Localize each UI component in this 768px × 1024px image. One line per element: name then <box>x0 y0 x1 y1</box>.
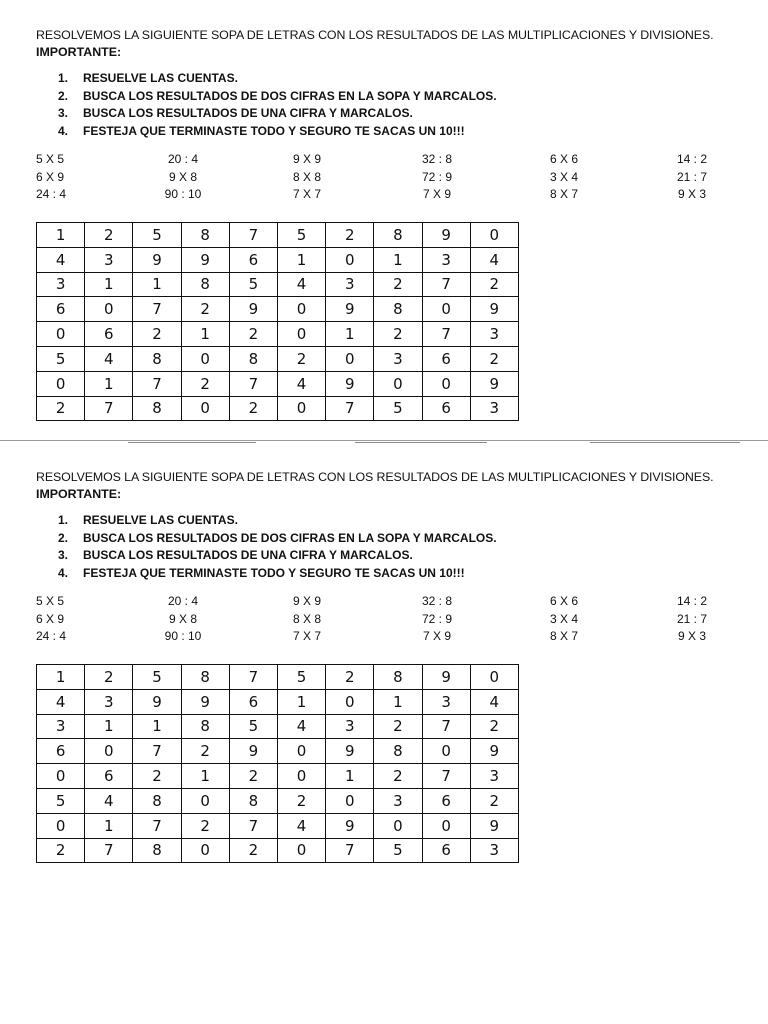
operation: 6 X 9 <box>36 611 65 626</box>
grid-cell[interactable]: 4 <box>37 247 85 272</box>
grid-row <box>37 272 519 297</box>
grid-cell[interactable]: 7 <box>229 223 277 248</box>
step-number: 4. <box>58 565 69 580</box>
grid-cell[interactable]: 2 <box>470 346 518 371</box>
grid-cell[interactable]: 2 <box>470 272 518 297</box>
grid-cell[interactable]: 7 <box>133 813 181 838</box>
grid-cell[interactable]: 7 <box>326 838 374 863</box>
grid-row <box>37 714 519 739</box>
grid-cell[interactable]: 1 <box>374 247 422 272</box>
grid-cell[interactable]: 0 <box>37 813 85 838</box>
divider-segment <box>590 442 740 443</box>
grid-cell[interactable]: 1 <box>326 764 374 789</box>
operation: 72 : 9 <box>421 169 453 184</box>
grid-cell[interactable]: 8 <box>133 788 181 813</box>
grid-cell[interactable]: 1 <box>326 322 374 347</box>
grid-cell[interactable]: 9 <box>470 297 518 322</box>
grid-cell[interactable]: 9 <box>181 247 229 272</box>
grid-row <box>37 689 519 714</box>
word-search-grid <box>36 664 519 863</box>
grid-cell[interactable]: 2 <box>374 322 422 347</box>
step-item <box>58 70 497 88</box>
grid-cell[interactable]: 3 <box>470 322 518 347</box>
operation: 72 : 9 <box>421 611 453 626</box>
operation: 5 X 5 <box>36 594 65 608</box>
step-item <box>58 123 497 141</box>
grid-cell[interactable]: 2 <box>85 223 133 248</box>
grid-row <box>37 396 519 421</box>
grid-cell[interactable]: 3 <box>37 714 85 739</box>
grid-cell[interactable]: 5 <box>37 788 85 813</box>
operation: 3 X 4 <box>549 611 579 626</box>
grid-cell[interactable]: 6 <box>85 322 133 347</box>
operation: 9 X 9 <box>292 152 322 166</box>
grid-row <box>37 764 519 789</box>
grid-cell[interactable]: 0 <box>374 813 422 838</box>
grid-cell[interactable]: 3 <box>37 272 85 297</box>
grid-cell[interactable]: 0 <box>326 689 374 714</box>
grid-cell[interactable]: 6 <box>37 739 85 764</box>
step-number: 4. <box>58 123 69 138</box>
grid-cell[interactable]: 2 <box>326 223 374 248</box>
step-number: 1. <box>58 513 69 527</box>
grid-cell[interactable]: 0 <box>37 764 85 789</box>
grid-cell[interactable]: 3 <box>374 788 422 813</box>
grid-cell[interactable]: 3 <box>470 396 518 421</box>
grid-cell[interactable]: 2 <box>133 322 181 347</box>
grid-cell[interactable]: 1 <box>277 689 325 714</box>
grid-cell[interactable]: 1 <box>85 714 133 739</box>
grid-cell[interactable]: 5 <box>277 665 325 690</box>
grid-cell[interactable]: 6 <box>229 689 277 714</box>
grid-cell[interactable]: 8 <box>133 838 181 863</box>
grid-cell[interactable]: 3 <box>326 272 374 297</box>
operation: 90 : 10 <box>164 187 202 201</box>
grid-cell[interactable]: 3 <box>85 247 133 272</box>
grid-cell[interactable]: 7 <box>422 322 470 347</box>
step-item <box>58 105 497 123</box>
instructions-title: RESOLVEMOS LA SIGUIENTE SOPA DE LETRAS CON LOS RESULTADOS DE LAS MULTIPLICACIONES Y DIVISIONES. <box>36 28 714 42</box>
operation: 21 : 7 <box>676 611 708 626</box>
grid-row <box>37 788 519 813</box>
grid-cell[interactable]: 9 <box>326 739 374 764</box>
divider-segment <box>128 442 256 443</box>
grid-cell[interactable]: 3 <box>85 689 133 714</box>
grid-row <box>37 297 519 322</box>
operation: 7 X 9 <box>422 629 452 643</box>
step-text: BUSCA LOS RESULTADOS DE UNA CIFRA Y MARCALOS. <box>83 548 413 562</box>
step-number: 1. <box>58 71 69 85</box>
grid-cell[interactable]: 0 <box>37 322 85 347</box>
grid-cell[interactable]: 4 <box>277 813 325 838</box>
grid-cell[interactable]: 7 <box>85 396 133 421</box>
operation: 24 : 4 <box>36 629 67 643</box>
grid-row <box>37 739 519 764</box>
grid-cell[interactable]: 4 <box>85 346 133 371</box>
grid-cell[interactable]: 0 <box>37 371 85 396</box>
grid-cell[interactable]: 1 <box>181 764 229 789</box>
operation: 9 X 8 <box>168 169 198 184</box>
step-number: 2. <box>58 530 69 545</box>
grid-cell[interactable]: 9 <box>422 665 470 690</box>
grid-cell[interactable]: 2 <box>181 739 229 764</box>
grid-cell[interactable]: 5 <box>133 223 181 248</box>
steps-list <box>58 512 497 582</box>
grid-cell[interactable]: 0 <box>277 739 325 764</box>
grid-cell[interactable]: 4 <box>85 788 133 813</box>
grid-cell[interactable]: 8 <box>133 346 181 371</box>
grid-cell[interactable]: 5 <box>229 714 277 739</box>
grid-row <box>37 346 519 371</box>
grid-cell[interactable]: 0 <box>422 371 470 396</box>
grid-row <box>37 813 519 838</box>
grid-cell[interactable]: 2 <box>229 396 277 421</box>
grid-cell[interactable]: 9 <box>326 813 374 838</box>
operation: 9 X 9 <box>292 594 322 608</box>
grid-cell[interactable]: 1 <box>37 665 85 690</box>
grid-cell[interactable]: 8 <box>374 739 422 764</box>
grid-cell[interactable]: 7 <box>422 272 470 297</box>
grid-cell[interactable]: 5 <box>229 272 277 297</box>
grid-cell[interactable]: 2 <box>85 665 133 690</box>
operation: 20 : 4 <box>167 594 199 608</box>
grid-cell[interactable]: 1 <box>37 223 85 248</box>
step-number: 3. <box>58 106 69 120</box>
step-text: BUSCA LOS RESULTADOS DE UNA CIFRA Y MARCALOS. <box>83 106 413 120</box>
grid-cell[interactable]: 8 <box>181 665 229 690</box>
operation: 8 X 8 <box>292 611 322 626</box>
operation: 7 X 7 <box>292 629 322 643</box>
grid-cell[interactable]: 0 <box>422 813 470 838</box>
grid-cell[interactable]: 6 <box>422 788 470 813</box>
grid-cell[interactable]: 2 <box>229 838 277 863</box>
grid-cell[interactable]: 6 <box>422 838 470 863</box>
grid-cell[interactable]: 4 <box>470 689 518 714</box>
operation: 3 X 4 <box>549 169 579 184</box>
operation: 14 : 2 <box>676 594 708 608</box>
operations-block <box>0 593 768 647</box>
step-item <box>58 565 497 583</box>
grid-cell[interactable]: 9 <box>133 247 181 272</box>
grid-cell[interactable]: 2 <box>277 346 325 371</box>
grid-cell[interactable]: 1 <box>85 371 133 396</box>
grid-cell[interactable]: 0 <box>85 297 133 322</box>
grid-cell[interactable]: 6 <box>422 396 470 421</box>
grid-row <box>37 223 519 248</box>
grid-cell[interactable]: 2 <box>37 838 85 863</box>
operation: 24 : 4 <box>36 187 67 201</box>
operation: 14 : 2 <box>676 152 708 166</box>
grid-cell[interactable]: 2 <box>181 371 229 396</box>
grid-cell[interactable]: 0 <box>326 247 374 272</box>
operation: 9 X 3 <box>677 629 707 643</box>
grid-cell[interactable]: 0 <box>277 322 325 347</box>
grid-cell[interactable]: 8 <box>181 714 229 739</box>
grid-cell[interactable]: 3 <box>470 764 518 789</box>
step-text: RESUELVE LAS CUENTAS. <box>83 513 238 527</box>
grid-cell[interactable]: 2 <box>374 272 422 297</box>
grid-row <box>37 371 519 396</box>
grid-cell[interactable]: 5 <box>133 665 181 690</box>
grid-cell[interactable]: 2 <box>374 764 422 789</box>
grid-cell[interactable]: 0 <box>326 346 374 371</box>
grid-cell[interactable]: 8 <box>374 297 422 322</box>
grid-cell[interactable]: 7 <box>85 838 133 863</box>
grid-cell[interactable]: 0 <box>326 788 374 813</box>
grid-cell[interactable]: 7 <box>229 371 277 396</box>
grid-cell[interactable]: 9 <box>229 297 277 322</box>
operation: 8 X 8 <box>292 169 322 184</box>
grid-cell[interactable]: 2 <box>326 665 374 690</box>
grid-cell[interactable]: 7 <box>326 396 374 421</box>
operation: 20 : 4 <box>167 152 199 166</box>
step-text: BUSCA LOS RESULTADOS DE DOS CIFRAS EN LA SOPA Y MARCALOS. <box>83 530 497 545</box>
grid-cell[interactable]: 1 <box>85 272 133 297</box>
operation: 9 X 8 <box>168 611 198 626</box>
page-divider <box>0 440 768 441</box>
steps-list <box>58 70 497 140</box>
operation: 9 X 3 <box>677 187 707 201</box>
grid-cell[interactable]: 9 <box>181 689 229 714</box>
grid-cell[interactable]: 7 <box>229 813 277 838</box>
grid-cell[interactable]: 7 <box>133 739 181 764</box>
grid-cell[interactable]: 9 <box>470 813 518 838</box>
grid-cell[interactable]: 4 <box>37 689 85 714</box>
step-number: 3. <box>58 548 69 562</box>
grid-cell[interactable]: 2 <box>181 297 229 322</box>
instructions-title: RESOLVEMOS LA SIGUIENTE SOPA DE LETRAS CON LOS RESULTADOS DE LAS MULTIPLICACIONES Y DIVISIONES. <box>36 470 714 484</box>
grid-cell[interactable]: 6 <box>85 764 133 789</box>
operations-block <box>0 151 768 205</box>
grid-cell[interactable]: 1 <box>133 272 181 297</box>
operation: 32 : 8 <box>421 594 453 608</box>
operation: 7 X 9 <box>422 187 452 201</box>
grid-cell[interactable]: 2 <box>37 396 85 421</box>
grid-cell[interactable]: 8 <box>229 788 277 813</box>
grid-cell[interactable]: 5 <box>374 838 422 863</box>
operation: 6 X 9 <box>36 169 65 184</box>
grid-cell[interactable]: 4 <box>277 714 325 739</box>
grid-cell[interactable]: 3 <box>422 689 470 714</box>
grid-cell[interactable]: 0 <box>85 739 133 764</box>
operation: 32 : 8 <box>421 152 453 166</box>
grid-row <box>37 665 519 690</box>
grid-cell[interactable]: 9 <box>133 689 181 714</box>
grid-cell[interactable]: 7 <box>133 371 181 396</box>
step-number: 2. <box>58 88 69 103</box>
operation: 7 X 7 <box>292 187 322 201</box>
grid-cell[interactable]: 4 <box>277 371 325 396</box>
grid-cell[interactable]: 5 <box>374 396 422 421</box>
grid-cell[interactable]: 0 <box>470 665 518 690</box>
grid-cell[interactable]: 9 <box>229 739 277 764</box>
grid-cell[interactable]: 6 <box>422 346 470 371</box>
step-item <box>58 88 497 106</box>
grid-cell[interactable]: 2 <box>374 714 422 739</box>
grid-cell[interactable]: 9 <box>470 371 518 396</box>
grid-cell[interactable]: 0 <box>181 396 229 421</box>
step-item <box>58 512 497 530</box>
grid-cell[interactable]: 7 <box>422 764 470 789</box>
grid-cell[interactable]: 2 <box>470 714 518 739</box>
operation: 21 : 7 <box>676 169 708 184</box>
grid-row <box>37 247 519 272</box>
grid-cell[interactable]: 1 <box>85 813 133 838</box>
step-text: FESTEJA QUE TERMINASTE TODO Y SEGURO TE SACAS UN 10!!! <box>83 123 465 138</box>
grid-cell[interactable]: 9 <box>470 739 518 764</box>
grid-cell[interactable]: 0 <box>181 788 229 813</box>
grid-cell[interactable]: 0 <box>277 764 325 789</box>
grid-cell[interactable]: 9 <box>422 223 470 248</box>
grid-cell[interactable]: 0 <box>422 297 470 322</box>
divider-segment <box>355 442 487 443</box>
grid-cell[interactable]: 0 <box>277 396 325 421</box>
operation: 6 X 6 <box>549 594 579 608</box>
grid-cell[interactable]: 3 <box>326 714 374 739</box>
grid-cell[interactable]: 4 <box>277 272 325 297</box>
operation: 8 X 7 <box>549 187 579 201</box>
step-text: BUSCA LOS RESULTADOS DE DOS CIFRAS EN LA SOPA Y MARCALOS. <box>83 88 497 103</box>
grid-cell[interactable]: 4 <box>470 247 518 272</box>
grid-cell[interactable]: 2 <box>277 788 325 813</box>
grid-row <box>37 838 519 863</box>
grid-cell[interactable]: 5 <box>277 223 325 248</box>
grid-cell[interactable]: 2 <box>470 788 518 813</box>
grid-cell[interactable]: 1 <box>277 247 325 272</box>
grid-cell[interactable]: 5 <box>37 346 85 371</box>
operation: 8 X 7 <box>549 629 579 643</box>
grid-cell[interactable]: 2 <box>133 764 181 789</box>
step-text: RESUELVE LAS CUENTAS. <box>83 71 238 85</box>
operation: 5 X 5 <box>36 152 65 166</box>
step-text: FESTEJA QUE TERMINASTE TODO Y SEGURO TE SACAS UN 10!!! <box>83 565 465 580</box>
grid-cell[interactable]: 6 <box>229 247 277 272</box>
grid-cell[interactable]: 3 <box>470 838 518 863</box>
step-item <box>58 547 497 565</box>
grid-cell[interactable]: 7 <box>133 297 181 322</box>
grid-cell[interactable]: 1 <box>374 689 422 714</box>
grid-cell[interactable]: 8 <box>181 223 229 248</box>
important-label: IMPORTANTE: <box>36 487 122 501</box>
grid-cell[interactable]: 0 <box>470 223 518 248</box>
grid-cell[interactable]: 9 <box>326 371 374 396</box>
grid-cell[interactable]: 3 <box>374 346 422 371</box>
grid-cell[interactable]: 8 <box>229 346 277 371</box>
grid-cell[interactable]: 1 <box>181 322 229 347</box>
grid-cell[interactable]: 8 <box>374 665 422 690</box>
grid-cell[interactable]: 7 <box>229 665 277 690</box>
grid-cell[interactable]: 1 <box>133 714 181 739</box>
grid-row <box>37 322 519 347</box>
operation: 6 X 6 <box>549 152 579 166</box>
grid-cell[interactable]: 2 <box>229 764 277 789</box>
grid-cell[interactable]: 2 <box>181 813 229 838</box>
operation: 90 : 10 <box>164 629 202 643</box>
grid-cell[interactable]: 0 <box>181 346 229 371</box>
grid-cell[interactable]: 0 <box>277 838 325 863</box>
word-search-grid <box>36 222 519 421</box>
step-item <box>58 530 497 548</box>
grid-cell[interactable]: 0 <box>277 297 325 322</box>
grid-cell[interactable]: 7 <box>422 714 470 739</box>
grid-cell[interactable]: 3 <box>422 247 470 272</box>
grid-cell[interactable]: 0 <box>181 838 229 863</box>
grid-cell[interactable]: 8 <box>374 223 422 248</box>
grid-cell[interactable]: 2 <box>229 322 277 347</box>
grid-cell[interactable]: 8 <box>181 272 229 297</box>
grid-cell[interactable]: 6 <box>37 297 85 322</box>
grid-cell[interactable]: 0 <box>422 739 470 764</box>
grid-cell[interactable]: 9 <box>326 297 374 322</box>
grid-cell[interactable]: 0 <box>374 371 422 396</box>
important-label: IMPORTANTE: <box>36 45 122 59</box>
grid-cell[interactable]: 8 <box>133 396 181 421</box>
